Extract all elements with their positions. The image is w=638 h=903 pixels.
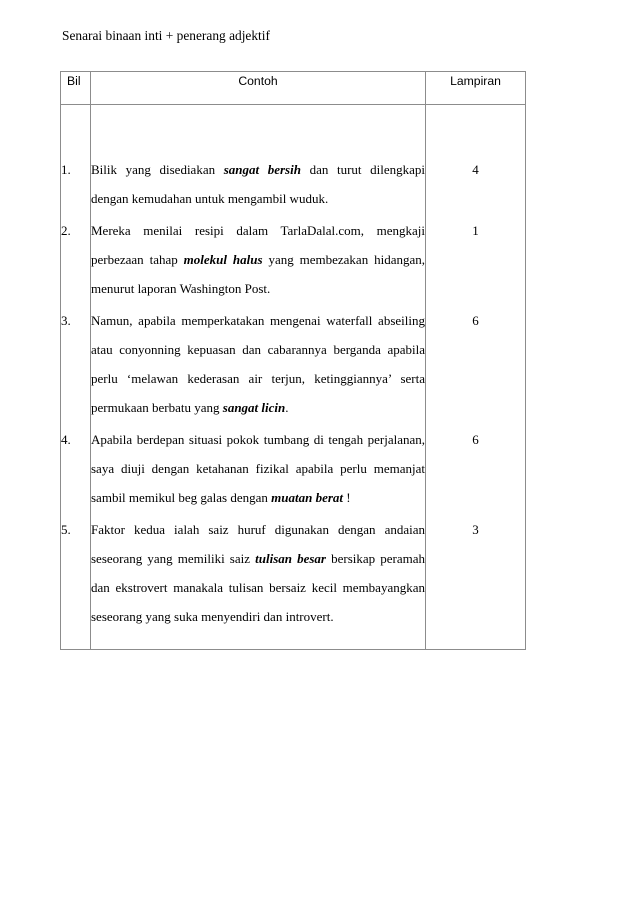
- sentence-text: perlu ‘melawan kederasan air terjun, ketinggiannya’ serta: [91, 371, 425, 386]
- row-number: 2.: [61, 223, 71, 238]
- cell-contoh: [91, 519, 426, 650]
- sentence-line: [91, 252, 425, 281]
- sentence-line: [91, 223, 425, 252]
- row-number: 3.: [61, 313, 71, 328]
- row-number: 4.: [61, 432, 71, 447]
- sentence-text: yang membezakan hidangan,: [262, 252, 425, 267]
- cell-lampiran: [426, 220, 526, 310]
- cell-contoh: [91, 220, 426, 310]
- cell-lampiran: [426, 310, 526, 429]
- row-number: 5.: [61, 522, 71, 537]
- table-row: [61, 310, 526, 429]
- cell-bil: [61, 519, 91, 650]
- sentence-text: perbezaan tahap: [91, 252, 184, 267]
- sentence-text: permukaan berbatu yang: [91, 400, 223, 415]
- sentence-line: [91, 490, 425, 519]
- sentence-line: [91, 432, 425, 461]
- sentence-line: [91, 191, 425, 220]
- table-header-row: [61, 72, 526, 105]
- cell-bil: [61, 310, 91, 429]
- sentence-line: [91, 522, 425, 551]
- sentence-line: [91, 400, 425, 429]
- sentence-line: [91, 342, 425, 371]
- sentence-text: !: [343, 490, 351, 505]
- adjective-phrase: sangat licin: [222, 400, 286, 415]
- cell-contoh: [91, 429, 426, 519]
- sentence-text: sambil memikul beg galas dengan: [91, 490, 272, 505]
- adjective-phrase: molekul halus: [183, 252, 263, 267]
- sentence-text: dengan kemudahan untuk mengambil wuduk.: [91, 191, 329, 206]
- sentence-text: Bilik yang disediakan: [91, 162, 224, 177]
- lampiran-number: 4: [472, 162, 479, 177]
- cell-bil: [61, 105, 91, 221]
- sentence-line: [91, 580, 425, 609]
- header-bil: Bil: [61, 72, 91, 105]
- cell-contoh: [91, 105, 426, 221]
- lampiran-number: 3: [472, 522, 479, 537]
- sentence-text: seseorang yang suka menyendiri dan introvert.: [91, 609, 334, 624]
- lampiran-number: 1: [472, 223, 479, 238]
- table-body: [61, 105, 526, 650]
- sentence-line: [91, 551, 425, 580]
- header-contoh: Contoh: [91, 72, 426, 105]
- row-number: 1.: [61, 162, 71, 177]
- sentence-text: Faktor kedua ialah saiz huruf digunakan dengan andaian: [91, 522, 425, 537]
- sentence-text: bersikap peramah: [325, 551, 425, 566]
- cell-bil: [61, 220, 91, 310]
- sentence-line: [91, 162, 425, 191]
- sentence-text: .: [285, 400, 289, 415]
- sentence-text: Mereka menilai resipi dalam TarlaDalal.com, mengkaji: [91, 223, 425, 238]
- sentence-text: Namun, apabila memperkatakan mengenai waterfall abseiling: [91, 313, 425, 328]
- lampiran-number: 6: [472, 432, 479, 447]
- sentence-text: dan turut dilengkapi: [300, 162, 426, 177]
- cell-contoh: [91, 310, 426, 429]
- sentence-text: dan ekstrovert manakala tulisan bersaiz kecil membayangkan: [91, 580, 425, 595]
- lampiran-number: 6: [472, 313, 479, 328]
- examples-table: [60, 71, 526, 650]
- sentence-line: [91, 461, 425, 490]
- adjective-phrase: sangat bersih: [223, 162, 301, 177]
- table-row: [61, 519, 526, 650]
- adjective-phrase: tulisan besar: [255, 551, 326, 566]
- table-row: [61, 105, 526, 221]
- adjective-phrase: muatan berat: [271, 490, 344, 505]
- sentence-text: seseorang yang memiliki saiz: [91, 551, 256, 566]
- cell-lampiran: [426, 105, 526, 221]
- sentence-text: saya diuji dengan ketahanan fizikal apabila perlu memanjat: [91, 461, 425, 476]
- sentence-line: [91, 313, 425, 342]
- sentence-line: [91, 371, 425, 400]
- sentence-text: Apabila berdepan situasi pokok tumbang di tengah perjalanan,: [91, 432, 425, 447]
- header-lampiran: Lampiran: [426, 72, 526, 105]
- sentence-line: [91, 609, 425, 638]
- cell-bil: [61, 429, 91, 519]
- table-row: [61, 220, 526, 310]
- sentence-text: atau conyonning kepuasan dan cabarannya berganda apabila: [91, 342, 425, 357]
- sentence-line: [91, 281, 425, 310]
- table-row: [61, 429, 526, 519]
- page-title: Senarai binaan inti + penerang adjektif: [62, 28, 270, 43]
- cell-lampiran: [426, 429, 526, 519]
- cell-lampiran: [426, 519, 526, 650]
- sentence-text: menurut laporan Washington Post.: [91, 281, 271, 296]
